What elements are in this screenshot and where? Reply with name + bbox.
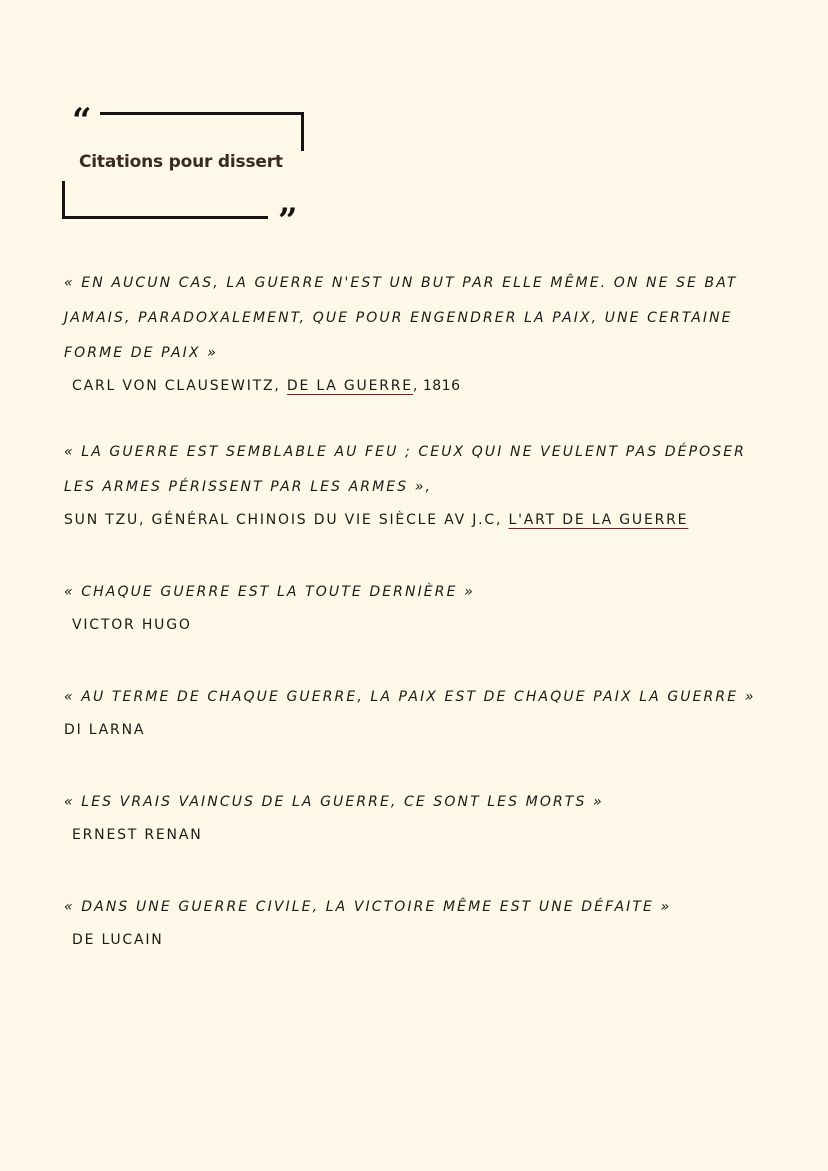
quote-text: « DANS UNE GUERRE CIVILE, LA VICTOIRE MÊME EST UNE DÉFAITE » <box>64 899 672 915</box>
quote-text: « AU TERME DE CHAQUE GUERRE, LA PAIX EST DE CHAQUE PAIX LA GUERRE » <box>64 689 756 705</box>
frame-top-line <box>100 112 304 115</box>
quote-text: « LES VRAIS VAINCUS DE LA GUERRE, CE SONT LES MORTS » <box>64 794 604 810</box>
quote-item <box>64 890 774 955</box>
frame-bottom-left-line <box>62 181 65 219</box>
quote-list <box>64 266 774 993</box>
open-quote-icon: “ <box>72 101 92 141</box>
quote-text: « EN AUCUN CAS, LA GUERRE N'EST UN BUT PAR ELLE MÊME. ON NE SE BAT JAMAIS, PARADOXALEMENT, QUE POUR ENGENDRER LA PAIX, UNE CERTAINE FORME DE PAIX » <box>64 275 738 361</box>
work-title: DE LA GUERRE <box>286 378 413 394</box>
frame-top-right-line <box>301 112 304 151</box>
quote-item <box>64 785 774 850</box>
author-name: SUN TZU, GÉNÉRAL CHINOIS DU VIE SIÈCLE AV J.C, <box>64 512 509 528</box>
quote-item <box>64 680 774 745</box>
author-name: CARL VON CLAUSEWITZ, <box>72 378 287 394</box>
quote-text: « LA GUERRE EST SEMBLABLE AU FEU ; CEUX QUI NE VEULENT PAS DÉPOSER LES ARMES PÉRISSENT PAR LES ARMES », <box>64 444 746 495</box>
quote-item <box>64 435 774 535</box>
close-quote-icon: ” <box>278 201 298 241</box>
work-title: L'ART DE LA GUERRE <box>508 512 689 528</box>
quote-author: DE LUCAIN <box>72 932 164 948</box>
quote-author: VICTOR HUGO <box>72 617 192 633</box>
quote-item <box>64 266 774 401</box>
quote-author: DI LARNA <box>64 722 146 738</box>
quote-item <box>64 575 774 640</box>
quote-author <box>64 505 774 535</box>
quote-author: ERNEST RENAN <box>72 827 203 843</box>
quote-author <box>64 371 774 401</box>
page-title: Citations pour dissert <box>79 152 283 172</box>
quote-text: « CHAQUE GUERRE EST LA TOUTE DERNIÈRE » <box>64 584 475 600</box>
title-frame <box>62 101 312 241</box>
work-year: , 1816 <box>412 378 461 394</box>
frame-bottom-line <box>62 216 268 219</box>
